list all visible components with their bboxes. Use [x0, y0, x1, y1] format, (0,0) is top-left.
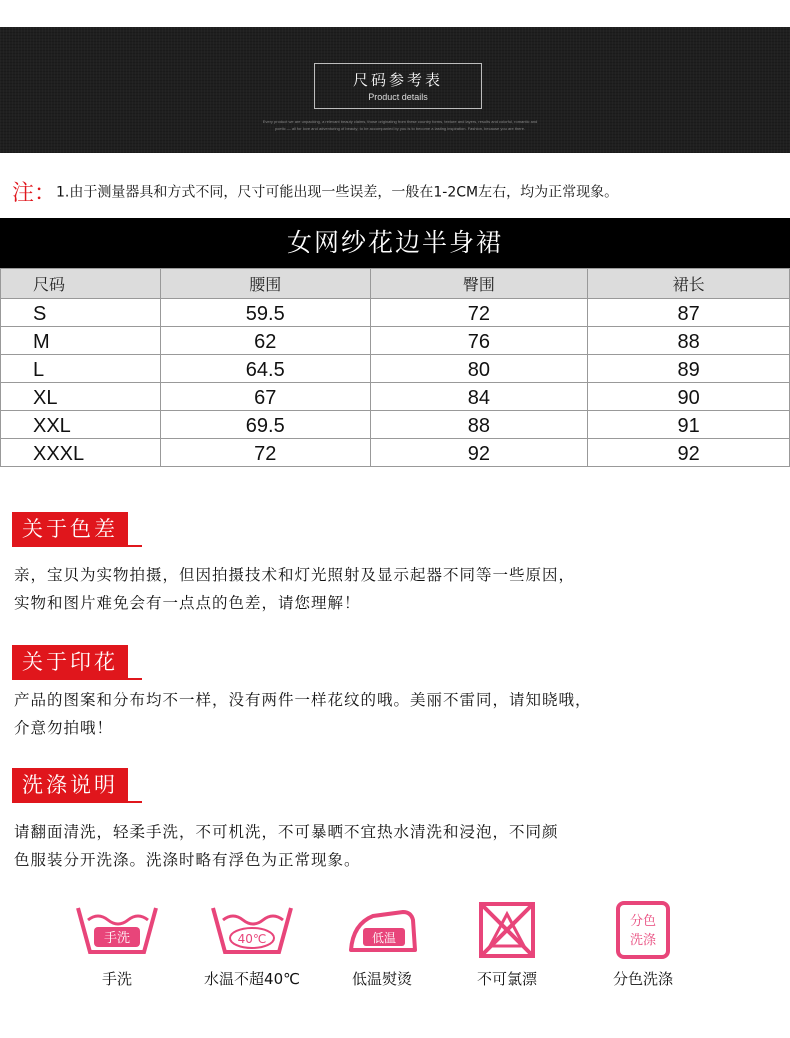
- size-table-title: 女网纱花边半身裙: [0, 218, 790, 268]
- cell-hip: 88: [370, 411, 588, 439]
- measurement-notice: [12, 176, 790, 207]
- section-line: 请翻面清洗，轻柔手洗，不可机洗，不可暴晒不宜热水清洗和浸泡，不同颜: [14, 823, 559, 841]
- table-row: [1, 299, 790, 327]
- section-body-printing: [14, 686, 774, 742]
- separate-wash-badge-line-2: 洗涤: [629, 933, 657, 948]
- cell-waist: 72: [160, 439, 370, 467]
- cell-length: 92: [588, 439, 790, 467]
- cell-hip: 92: [370, 439, 588, 467]
- section-body-color-difference: [14, 561, 774, 617]
- hand-wash-badge: 手洗: [103, 931, 131, 946]
- low-iron-icon: [337, 900, 427, 962]
- separate-wash-badge-line-1: 分色: [629, 914, 657, 929]
- water-temp-badge: 40℃: [237, 932, 267, 946]
- cell-length: 91: [588, 411, 790, 439]
- table-row: [1, 327, 790, 355]
- table-row: [1, 355, 790, 383]
- table-row: [1, 383, 790, 411]
- care-item-hand-wash: [52, 900, 182, 989]
- header-waist: 腰围: [160, 269, 370, 299]
- header-hip: 臀围: [370, 269, 588, 299]
- table-row: [1, 439, 790, 467]
- cell-waist: 59.5: [160, 299, 370, 327]
- low-iron-badge: 低温: [371, 931, 397, 945]
- cell-length: 89: [588, 355, 790, 383]
- section-line: 亲，宝贝为实物拍摄，但因拍摄技术和灯光照射及显示起器不同等一些原因，: [14, 566, 576, 584]
- notice-text: 1.由于测量器具和方式不同，尺寸可能出现一些误差，一般在1-2CM左右，均为正常现象。: [56, 184, 619, 201]
- header-length: 裙长: [588, 269, 790, 299]
- cell-size: S: [1, 299, 161, 327]
- cell-hip: 72: [370, 299, 588, 327]
- size-table-header-row: [1, 269, 790, 299]
- hand-wash-icon: [72, 900, 162, 962]
- header-banner: [0, 27, 790, 153]
- care-label-water-temp: 水温不超40℃: [204, 970, 300, 988]
- section-line: 产品的图案和分布均不一样，没有两件一样花纹的哦。美丽不雷同，请知晓哦，: [14, 691, 592, 709]
- cell-size: XXL: [1, 411, 161, 439]
- no-bleach-icon: [462, 900, 552, 962]
- cell-length: 87: [588, 299, 790, 327]
- section-underline: [12, 545, 142, 547]
- table-row: [1, 411, 790, 439]
- water-temp-icon: [207, 900, 297, 962]
- cell-hip: 76: [370, 327, 588, 355]
- separate-wash-icon: [598, 900, 688, 962]
- banner-note-line-1: Every product we are unpacking, a relevant beauty claims, those originating from these country forms, texture and layers, results and colorful, romantic and: [262, 119, 538, 124]
- care-label-separate-wash: 分色洗涤: [612, 970, 673, 988]
- section-line: 实物和图片难免会有一点点的色差，请您理解！: [14, 594, 361, 612]
- care-label-low-iron: 低温熨烫: [351, 970, 412, 988]
- cell-size: M: [1, 327, 161, 355]
- section-line: 色服装分开洗涤。洗涤时略有浮色为正常现象。: [14, 851, 361, 869]
- section-underline: [12, 678, 142, 680]
- care-item-no-bleach: [442, 900, 572, 989]
- section-heading-washing: 洗涤说明: [12, 768, 128, 803]
- notice-label: 注：: [12, 181, 57, 206]
- cell-waist: 69.5: [160, 411, 370, 439]
- cell-hip: 84: [370, 383, 588, 411]
- size-table: [0, 268, 790, 467]
- care-label-no-bleach: 不可氯漂: [476, 970, 537, 988]
- cell-length: 90: [588, 383, 790, 411]
- cell-waist: 64.5: [160, 355, 370, 383]
- cell-size: XXXL: [1, 439, 161, 467]
- header-size: 尺码: [1, 269, 161, 299]
- cell-length: 88: [588, 327, 790, 355]
- section-body-washing: [14, 818, 774, 874]
- care-item-low-iron: [317, 900, 447, 989]
- section-heading-color-difference: 关于色差: [12, 512, 128, 547]
- cell-size: L: [1, 355, 161, 383]
- banner-note-line-2: poetic — all for love and adventuring of beauty; to be accompanied by you is to become a lasting inspiration. Fashion, because you are there.: [274, 126, 526, 131]
- banner-title: 尺码参考表: [352, 71, 443, 89]
- section-heading-printing: 关于印花: [12, 645, 128, 680]
- cell-hip: 80: [370, 355, 588, 383]
- care-item-separate-wash: [578, 900, 708, 989]
- cell-waist: 62: [160, 327, 370, 355]
- banner-title-box: [314, 63, 482, 109]
- cell-waist: 67: [160, 383, 370, 411]
- section-line: 介意勿拍哦！: [14, 719, 114, 737]
- section-underline: [12, 801, 142, 803]
- cell-size: XL: [1, 383, 161, 411]
- care-item-water-temp: [187, 900, 317, 989]
- banner-subtitle: Product details: [368, 92, 428, 102]
- care-label-hand-wash: 手洗: [101, 970, 132, 988]
